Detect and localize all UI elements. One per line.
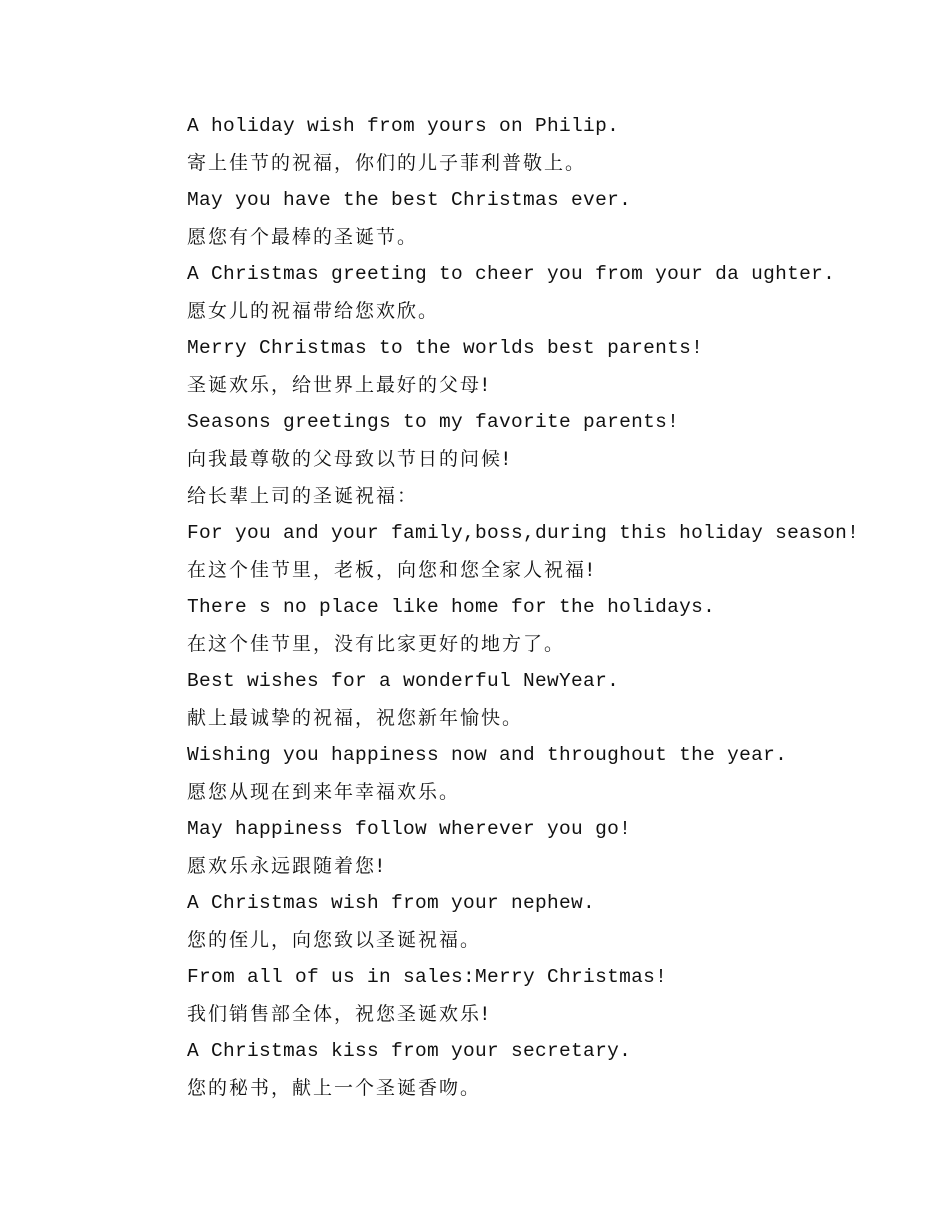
text-line-zh: 愿您有个最棒的圣诞节。 xyxy=(187,226,419,248)
text-line-en: May happiness follow wherever you go! xyxy=(187,818,632,840)
text-line-zh: 愿您从现在到来年幸福欢乐。 xyxy=(187,781,461,803)
text-line-en: A Christmas greeting to cheer you from your da ughter. xyxy=(187,263,836,285)
text-line-en: May you have the best Christmas ever. xyxy=(187,189,632,211)
text-line-zh: 圣诞欢乐，给世界上最好的父母! xyxy=(187,374,491,396)
text-line-en: Wishing you happiness now and throughout the year. xyxy=(187,744,788,766)
text-line-en: Merry Christmas to the worlds best parents! xyxy=(187,337,704,359)
text-line-zh: 向我最尊敬的父母致以节日的问候! xyxy=(187,448,512,470)
text-line-en: A Christmas wish from your nephew. xyxy=(187,892,596,914)
text-line-en: A holiday wish from yours on Philip. xyxy=(187,115,620,137)
text-line-en: Seasons greetings to my favorite parents! xyxy=(187,411,680,433)
text-line-zh: 献上最诚挚的祝福，祝您新年愉快。 xyxy=(187,707,524,729)
text-line-en: For you and your family,boss,during this holiday season! xyxy=(187,522,860,544)
text-line-zh: 我们销售部全体，祝您圣诞欢乐! xyxy=(187,1003,491,1025)
text-line-zh: 您的侄儿，向您致以圣诞祝福。 xyxy=(187,929,482,951)
section-heading: 给长辈上司的圣诞祝福： xyxy=(187,485,419,507)
text-line-zh: 在这个佳节里，老板，向您和您全家人祝福! xyxy=(187,559,596,581)
text-line-zh: 在这个佳节里，没有比家更好的地方了。 xyxy=(187,633,566,655)
text-line-zh: 寄上佳节的祝福，你们的儿子菲利普敬上。 xyxy=(187,152,587,174)
text-line-en: There s no place like home for the holidays. xyxy=(187,596,716,618)
text-line-zh: 您的秘书，献上一个圣诞香吻。 xyxy=(187,1077,482,1099)
text-line-en: From all of us in sales:Merry Christmas! xyxy=(187,966,668,988)
text-line-zh: 愿欢乐永远跟随着您! xyxy=(187,855,386,877)
document-body xyxy=(187,108,907,1107)
text-line-en: A Christmas kiss from your secretary. xyxy=(187,1040,632,1062)
text-line-en: Best wishes for a wonderful NewYear. xyxy=(187,670,620,692)
text-line-zh: 愿女儿的祝福带给您欢欣。 xyxy=(187,300,440,322)
